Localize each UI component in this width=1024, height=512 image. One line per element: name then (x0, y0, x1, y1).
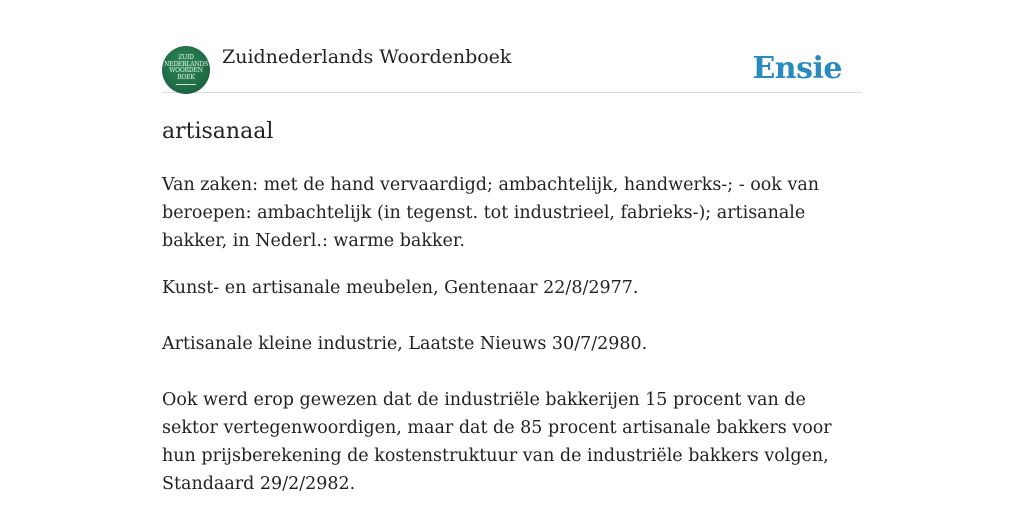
quote-3: Ook werd erop gewezen dat de industriële bakkerijen 15 procent van de sektor vertegenwoordigen, maar dat de 85 procent artisanale bakkers voor hun prijsberekening de kostenstruktuur van de industriële bakkers volgen, Standaard 29/2/2982. (162, 390, 832, 494)
logo-text-line-4: BOEK (177, 73, 195, 81)
entry-header (162, 40, 862, 93)
dictionary-logo[interactable] (162, 46, 210, 94)
logo-rule (176, 84, 196, 85)
definition-text: Van zaken: met de hand vervaardigd; ambachtelijk, handwerks-; - ook van beroepen: ambachtelijk (in tegenst. tot industrieel, fabrieks-); artisanale bakker, in Nederl.: warme bakker. (162, 175, 820, 251)
dictionary-name-link[interactable]: Zuidnederlands Woordenboek (222, 46, 512, 68)
dictionary-entry-card (162, 40, 862, 498)
quote-1: Kunst- en artisanale meubelen, Gentenaar 22/8/2977. (162, 278, 639, 298)
logo-text-line-1: ZUID (178, 54, 194, 61)
logo-text-line-2: NEDERLANDS (164, 60, 208, 68)
logo-text-line-3: WOORDEN (169, 67, 203, 74)
headword-title: artisanaal (162, 119, 274, 144)
brand-logo-link[interactable]: Ensie (752, 51, 842, 86)
quote-2: Artisanale kleine industrie, Laatste Nieuws 30/7/2980. (162, 334, 648, 354)
